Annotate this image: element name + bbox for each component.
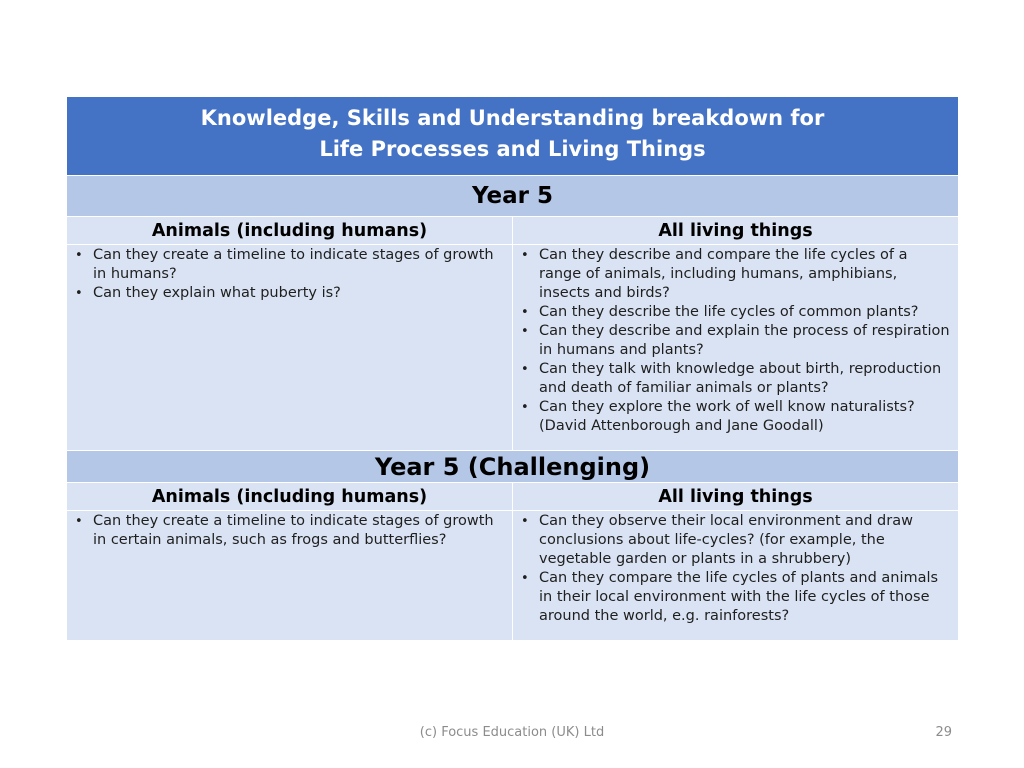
list-item: • Can they talk with knowledge about birth, reproduction and death of familiar animals or plants? xyxy=(519,360,950,398)
list-item: • Can they describe and explain the process of respiration in humans and plants? xyxy=(519,322,950,360)
list-item: • Can they compare the life cycles of plants and animals in their local environment with the life cycles of those around the world, e.g. rainforests? xyxy=(519,569,950,626)
challenging-living-things-list xyxy=(519,512,950,626)
year-5-living-things-list xyxy=(519,246,950,436)
list-item: • Can they describe and compare the life cycles of a range of animals, including humans, amphibians, insects and birds? xyxy=(519,246,950,303)
year-5-living-things-heading: All living things xyxy=(513,217,959,245)
list-item: • Can they explore the work of well know naturalists? (David Attenborough and Jane Goodall) xyxy=(519,398,950,436)
copyright-footer: (c) Focus Education (UK) Ltd xyxy=(419,725,605,740)
list-item: • Can they describe the life cycles of common plants? xyxy=(519,303,950,322)
title-line-2: Life Processes and Living Things xyxy=(319,137,706,161)
ks-breakdown-table xyxy=(66,96,959,641)
year-5-animals-list xyxy=(73,246,504,303)
challenging-animals-list xyxy=(73,512,504,550)
year-5-living-things-cell xyxy=(513,245,959,451)
page-number: 29 xyxy=(935,725,952,740)
list-item: • Can they create a timeline to indicate stages of growth in certain animals, such as frogs and butterflies? xyxy=(73,512,504,550)
list-item: • Can they explain what puberty is? xyxy=(73,284,504,303)
year-5-animals-heading: Animals (including humans) xyxy=(67,217,513,245)
challenging-living-things-heading: All living things xyxy=(513,483,959,511)
table-title xyxy=(67,97,959,176)
year-5-animals-cell xyxy=(67,245,513,451)
challenging-living-things-cell xyxy=(513,511,959,641)
year-5-challenging-heading: Year 5 (Challenging) xyxy=(67,451,959,483)
challenging-animals-heading: Animals (including humans) xyxy=(67,483,513,511)
challenging-animals-cell xyxy=(67,511,513,641)
title-line-1: Knowledge, Skills and Understanding breakdown for xyxy=(200,106,825,130)
list-item: • Can they observe their local environment and draw conclusions about life-cycles? (for example, the vegetable garden or plants in a shrubbery) xyxy=(519,512,950,569)
list-item: • Can they create a timeline to indicate stages of growth in humans? xyxy=(73,246,504,284)
year-5-heading: Year 5 xyxy=(67,176,959,217)
